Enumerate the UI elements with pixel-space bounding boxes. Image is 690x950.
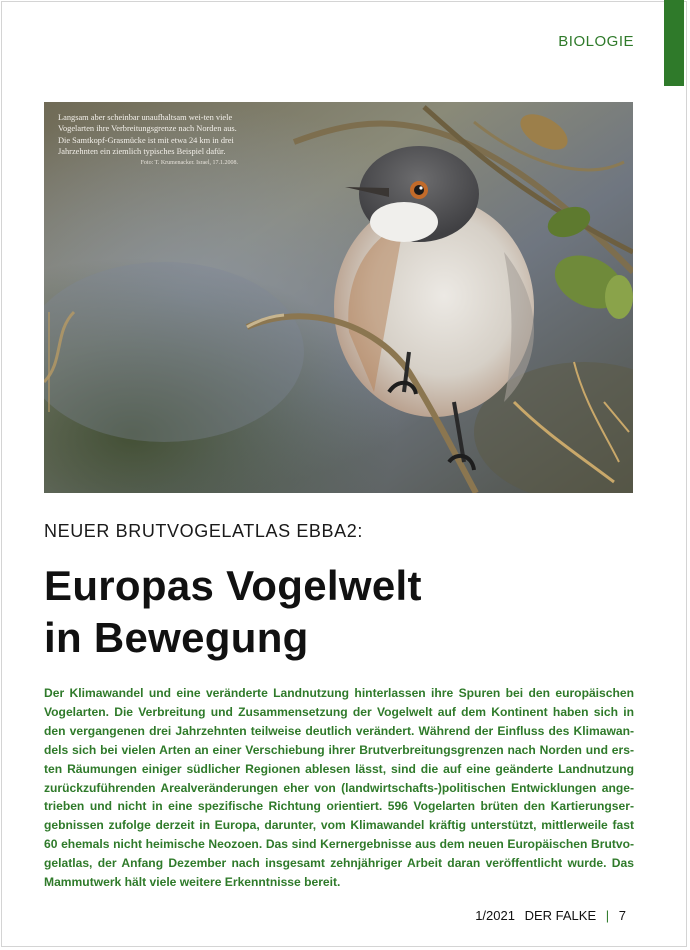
article-kicker: NEUER BRUTVOGELATLAS EBBA2: xyxy=(44,521,363,541)
page-footer xyxy=(475,908,626,923)
footer-separator: | xyxy=(605,908,610,923)
section-color-tab xyxy=(664,0,684,86)
section-label: BIOLOGIE xyxy=(558,33,634,50)
magazine-name: DER FALKE xyxy=(524,908,597,923)
photo-caption-text: Langsam aber scheinbar unaufhaltsam wei-ten viele Vogelarten ihre Verbreitungsgrenze nach Norden aus. Die Samtkopf-Grasmücke ist mit etwa 24 km in drei Jahrzehnten ein ziemlich typisches Beispiel dafür. xyxy=(58,113,237,157)
page-number: 7 xyxy=(618,908,626,923)
headline-line-2: in Bewegung xyxy=(44,614,309,661)
issue-number: 1/2021 xyxy=(475,908,515,923)
article-lead: Der Klimawandel und eine veränderte Landnutzung hinterlassen ihre Spuren bei den europäischen Vogelarten. Die Verbreitung und Zusammensetzung der Vogelwelt auf dem Kontinent haben sich in den vergangenen drei Jahrzehnten teilweise deutlich verändert. Während der Einfluss des Klimawan-dels sich bei vielen Arten an einer Verschiebung ihrer Brutverbreitungsgrenzen nach Norden und ers-ten Räumungen einiger südlicher Regionen ablesen lässt, sind die auf eine geänderte Landnutzung zurückzuführenden Arealveränderungen eher von (landwirtschafts-)politischen Entwicklungen ange-trieben und nicht in eine spezifische Richtung orientiert. 596 Vogelarten brüten den Kartierungser-gebnissen zufolge derzeit in Europa, darunter, vom Klimawandel kräftig unterstützt, mittlerweile fast 60 ehemals nicht heimische Neozoen. Das sind Kernergebnisse aus dem neuen Europäischen Brutvo-gelatlas, der Anfang Dezember nach insgesamt zehnjähriger Arbeit daran veröffentlicht wurde. Das Mammutwerk hält viele weitere Erkenntnisse bereit. xyxy=(44,686,634,890)
headline-line-1: Europas Vogelwelt xyxy=(44,562,422,609)
article-headline xyxy=(44,560,644,664)
photo-caption xyxy=(58,112,238,168)
photo-credit: Foto: T. Krumenacker. Israel, 17.1.2008. xyxy=(140,159,238,166)
